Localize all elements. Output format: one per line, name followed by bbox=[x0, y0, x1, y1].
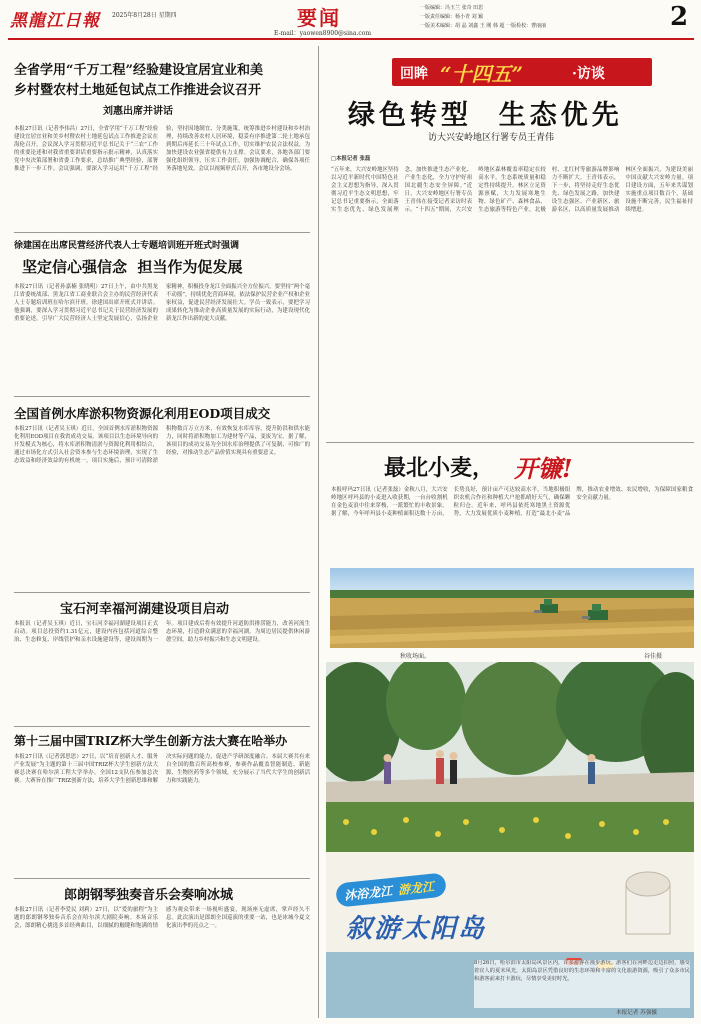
article2-body: 本报27日讯（记者孙嘉楠 张晓明）27日上午，由中共黑龙江省委统战部、黑龙江省工商业联合会主办的民营经济代表人士专题培训班在哈尔滨开班。徐建国出席开班式并讲话。他强调，要深入学习贯彻习近平总书记关于民营经济发展的重要论述，引导广大民营经济人士坚定发展信心，弘扬企业家精神，积极投身龙江全面振兴全方位振兴。要坚持“两个毫不动摇”，持续优化营商环境，依法保护民营企业产权和企业家权益，促进民营经济发展壮大。学员一致表示，要把学习成果转化为推动企业高质量发展的实际行动，为建设现代化新龙江作出新的更大贡献。 bbox=[14, 284, 310, 323]
contacts-2: 一版责任编辑：杨小青 刘 颖 bbox=[420, 14, 484, 20]
article3-title: 全国首例水库淤积物资源化利用EOD项目成交 bbox=[14, 406, 271, 421]
travel-badge-1: 沐浴龙江 bbox=[343, 883, 393, 903]
divider bbox=[14, 726, 310, 727]
wheat-photo-caption: 秋收场面。 bbox=[400, 653, 431, 660]
article2-kicker: 徐建国在出席民营经济代表人士专题培训班开班式时强调 bbox=[14, 241, 240, 251]
divider bbox=[326, 442, 694, 443]
column-separator bbox=[318, 46, 319, 1018]
travel-title: 叙游太阳岛 bbox=[346, 914, 487, 944]
divider bbox=[14, 396, 310, 397]
section-title: 要闻 bbox=[297, 6, 341, 30]
article5-body: 本报27日讯（记者郭思思）27日，以“培育创新人才、服务产业发展”为主题的第十三届中国TRIZ杯大学生创新方法大赛总决赛在哈尔滨工程大学举办。全国12支队伍参加总决赛。大赛旨在推广TRIZ创新方法，培养大学生创新思维和解决实际问题的能力，促进产学研深度融合。本届大赛共有来自全国的数百所高校参赛，参赛作品覆盖智能制造、新能源、生物医药等多个领域，充分展示了当代大学生的创新活力和实践能力。 bbox=[14, 754, 310, 785]
banner-quote: “十四五” bbox=[440, 62, 524, 86]
divider bbox=[14, 232, 310, 233]
article4-title: 宝石河幸福河湖建设项目启动 bbox=[60, 602, 230, 617]
article4-body: 本报讯（记者吴玉琪）近日，宝石河幸福河湖建设项目正式启动。项目总投资约1.31亿元，建设内容包括河道综合整治、生态修复、岸线管护和亲水设施建设等，建设周期为一年。项目建成后将有效提升河道防洪排涝能力，改善河流生态环境，打造群众满意的幸福河湖，为周边居民提供休闲游憩空间，助力乡村振兴和生态文明建设。 bbox=[14, 621, 310, 644]
section-email: E-mail：yaowen8900@sina.com bbox=[274, 30, 372, 37]
divider bbox=[14, 592, 310, 593]
pavilion-icon bbox=[626, 872, 670, 934]
masthead-rule bbox=[8, 38, 694, 40]
wheat-title-accent: 开镰! bbox=[514, 454, 573, 483]
masthead bbox=[0, 0, 701, 40]
review-body: “五年来，大兴安岭地区坚持以习近平新时代中国特色社会主义思想为指导，深入贯彻习近平生态文明思想，牢记总书记重要指示，全面落实生态优先、绿色发展理念，加快推进生态产业化、产业生态化，全力守护好祖国北疆生态安全屏障。”近日，大兴安岭地区行署专员王青伟在接受记者采访时表示。“十四五”期间，大兴安岭地区森林覆盖率稳定在较高水平，生态系统质量和稳定性持续提升。林区立足资源禀赋，大力发展寒地生物、绿色矿产、森林食品、生态旅游等特色产业，北极村、北红村等旅游品牌影响力不断扩大。王青伟表示，下一步，将坚持走好生态优先、绿色发展之路，加快建设生态强区、产业新区、旅游名区，以高质量发展推动林区全面振兴，为建设美丽中国贡献大兴安岭力量。项目建设方面，五年来共谋划实施重点项目数百个，基础设施不断完善，民生福祉持续增进。 bbox=[331, 167, 693, 214]
banner-prefix: 回眸 bbox=[400, 66, 428, 82]
wheat-title: 最北小麦， bbox=[384, 455, 495, 481]
contacts-3: 一版美术编辑：胡 晶 刘鑫 王 刚 韩 超 一版检校：曹丽丽 bbox=[420, 23, 547, 29]
article3-body: 本报27日讯（记者吴玉琪）近日，全国首例水库淤积物资源化利用EOD项目在我省成功交易。该项目以生态环境导向的开发模式为核心，将水库淤积物清淤与资源化利用相结合，通过市场化方式引入社会资本参与生态环境治理，实现了生态效益和经济效益的有机统一。项目实施后，预计可清除淤积物数百万立方米，有效恢复水库库容，提升防洪和供水能力，同时将淤积物加工为建材等产品，变废为宝。据了解，该项目的成功交易为全国水库治理提供了可复制、可推广的经验，对推动生态产品价值实现具有重要意义。 bbox=[14, 426, 310, 465]
paper-name: 黑龍江日報 bbox=[10, 11, 100, 31]
review-subtitle: 访大兴安岭地区行署专员王青伟 bbox=[428, 133, 555, 143]
travel-caption: 8月26日，哈尔滨市太阳岛风景区内，许多游客在漫步游玩。游客们在河畔边走边拍照，感受着宜人的夏末风光，太阳岛景区凭借良好的生态环境和丰富的文化旅游资源，吸引了众多市民和游客前来打卡游玩，尽情享受美好时光。 bbox=[474, 960, 690, 1008]
article5-title: 第十三届中国TRIZ杯大学生创新方法大赛在哈举办 bbox=[14, 734, 288, 748]
article1-title-2: 乡村暨农村土地延包试点工作推进会议召开 bbox=[14, 83, 262, 98]
article1-body: 本报27日讯（记者李伟昌）27日，全省学用“千万工程”经验建设宜居宜业和美乡村暨农村土地延包试点工作推进会议在海伦召开。会议深入学习贯彻习近平总书记关于“三农”工作的重要论述和对我省重要讲话重要指示批示精神，认真落实党中央决策部署和省委工作要求，总结推广典型经验，部署推进下一步工作。会议强调，要深入学习运用“千万工程”经验，坚持因地制宜、分类施策，统筹推进乡村建设和乡村治理，持续改善农村人居环境，稳妥有序推进第二轮土地承包到期后再延长三十年试点工作，切实维护农民合法权益，为加快建设农业强省提供有力支撑。会议要求，各地各部门要强化组织领导，压实工作责任，加强协调配合，确保各项任务落地见效。会议以视频形式召开，各市地设分会场。 bbox=[14, 126, 310, 173]
divider bbox=[14, 878, 310, 879]
article1-subtitle: 刘惠出席并讲话 bbox=[103, 106, 173, 117]
article6-body: 本报27日讯（记者李爱民 刘莉）27日，以“爱的旅程”为主题的郎朗钢琴独奏音乐会在哈尔滨大剧院奏响。本场音乐会，郎朗精心挑选多首经典曲目，以细腻的触键和饱满的情感为观众带来一场视听盛宴，现场座无虚席，掌声经久不息。此次演出是郎朗全国巡演的重要一站，也是冰城今夏文化演出季的亮点之一。 bbox=[14, 907, 310, 930]
travel-credit: 本报记者 苏强摄 bbox=[616, 1010, 657, 1016]
article1-title-1: 全省学用“千万工程”经验建设宜居宜业和美 bbox=[14, 63, 263, 78]
wheat-photo-credit: 谷佳摄 bbox=[644, 653, 663, 660]
contacts-1: 一版编辑：冯玉兰 张奇 田思 bbox=[420, 5, 484, 11]
banner-suffix: ·访谈 bbox=[572, 66, 605, 82]
page-number: 2 bbox=[670, 2, 689, 32]
wheat-body: 本报呼玛27日讯（记者张磊）金秋八月，大兴安岭地区呼玛县的小麦进入收获期，一台台收割机在金色麦浪中往来穿梭，一派繁忙的丰收景象。据了解，今年呼玛县小麦种植面积达数十万亩，长势良好，预计亩产可达较高水平。当地积极组织农机合作社和种植大户抢抓晴好天气，确保颗粒归仓。近年来，呼玛县依托寒地黑土资源优势，大力发展优质小麦种植，打造“最北小麦”品牌，推动农业增效、农民增收，为保障国家粮食安全贡献力量。 bbox=[331, 487, 693, 518]
article6-title: 郎朗钢琴独奏音乐会奏响冰城 bbox=[64, 888, 234, 903]
travel-badge-2: 游龙江 bbox=[397, 879, 435, 898]
review-byline: □本报记者 张磊 bbox=[331, 156, 371, 162]
review-title: 绿色转型 生态优先 bbox=[348, 100, 623, 131]
review-banner bbox=[392, 58, 652, 86]
article2-title: 坚定信心强信念 担当作为促发展 bbox=[22, 258, 243, 276]
wheat-field-image bbox=[330, 568, 694, 648]
date-line: 2025年8月28日 星期四 bbox=[112, 12, 177, 19]
wheat-harvest-photo bbox=[330, 568, 694, 648]
